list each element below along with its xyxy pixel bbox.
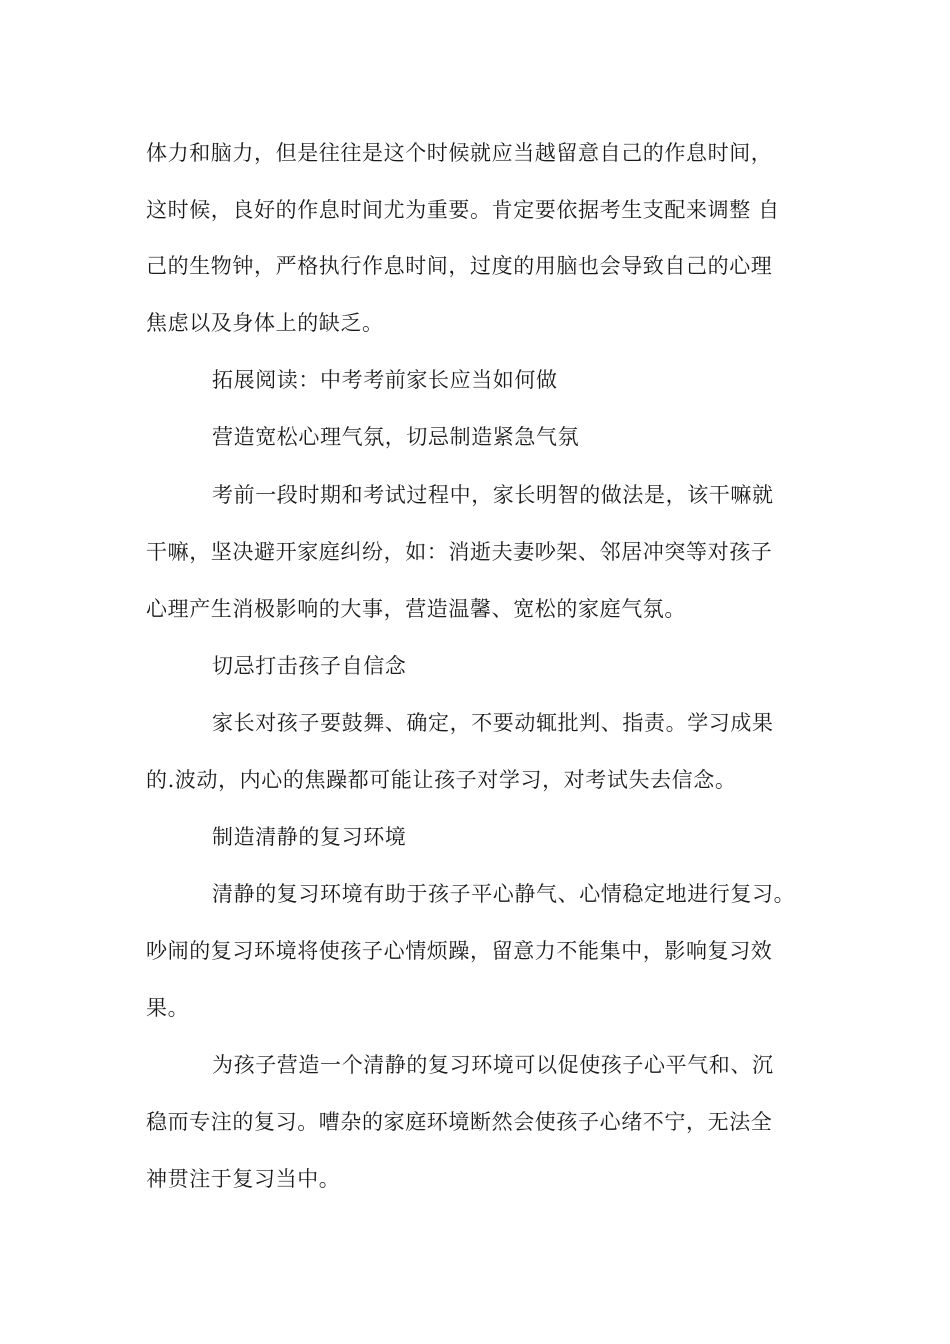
paragraph-line: 家长对孩子要鼓舞、确定，不要动辄批判、指责。学习成果 bbox=[212, 711, 774, 735]
paragraph-line: 这时候，良好的作息时间尤为重要。肯定要依据考生支配来调整 自 bbox=[146, 198, 780, 222]
paragraph-line: 心理产生消极影响的大事，营造温馨、宽松的家庭气氛。 bbox=[146, 597, 686, 621]
paragraph-line: 稳而专注的复习。嘈杂的家庭环境断然会使孩子心绪不宁，无法全 bbox=[146, 1110, 773, 1134]
paragraph-line: 焦虑以及身体上的缺乏。 bbox=[146, 311, 384, 335]
paragraph-line: 吵闹的复习环境将使孩子心情烦躁，留意力不能集中，影响复习效 bbox=[146, 939, 773, 963]
paragraph-line: 神贯注于复习当中。 bbox=[146, 1167, 341, 1191]
paragraph-line: 己的生物钟，严格执行作息时间，过度的用脑也会导致自己的心理 bbox=[146, 254, 773, 278]
paragraph-line: 的.波动，内心的焦躁都可能让孩子对学习，对考试失去信念。 bbox=[146, 768, 737, 792]
section-heading: 营造宽松心理气氛，切忌制造紧急气氛 bbox=[212, 425, 580, 449]
paragraph-line: 清静的复习环境有助于孩子平心静气、心情稳定地进行复习。 bbox=[212, 882, 796, 906]
paragraph-line: 果。 bbox=[146, 996, 190, 1020]
section-heading: 切忌打击孩子自信念 bbox=[212, 654, 407, 678]
paragraph-line: 为孩子营造一个清静的复习环境可以促使孩子心平气和、沉 bbox=[212, 1053, 774, 1077]
paragraph-line: 考前一段时期和考试过程中，家长明智的做法是，该干嘛就 bbox=[212, 483, 774, 507]
section-heading: 制造清静的复习环境 bbox=[212, 825, 407, 849]
section-heading: 拓展阅读：中考考前家长应当如何做 bbox=[212, 368, 558, 392]
paragraph-line: 干嘛，坚决避开家庭纠纷，如：消逝夫妻吵架、邻居冲突等对孩子 bbox=[146, 540, 773, 564]
paragraph-line: 体力和脑力，但是往往是这个时候就应当越留意自己的作息时间， bbox=[146, 141, 773, 165]
